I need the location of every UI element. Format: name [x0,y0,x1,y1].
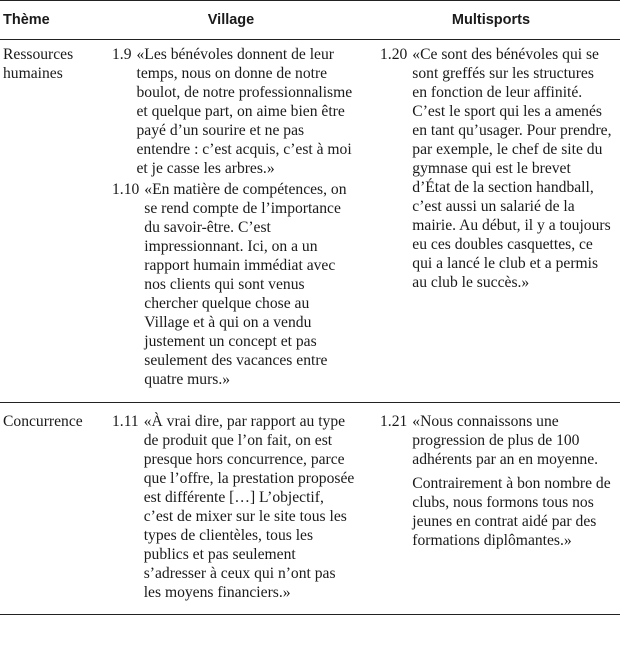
quote-text: «En matière de compétences, on se rend compte de l’importance du savoir-être. C’est impressionnant. Ici, on a un rapport humain immédiat avec nos clients qui sont venus chercher quelque chose au Village et à qui on a vendu justement un concept et pas seulement des vacances entre quatre murs.» [144,181,347,388]
quote-block [112,180,356,389]
header-row [0,1,620,40]
quote-block [380,412,612,550]
header-village: Village [100,1,362,40]
quote-text: «Ce sont des bénévoles qui se sont greffés sur les structures en fonction de leur affinité. C’est le sport qui les a amenés en tant qu’usager. Pour prendre, par exemple, le chef de site du gymnase qui est le brevet d’État de la section handball, c’est aussi un salarié de la mairie. Au début, il y a toujours eu ces doubles casquettes, ce qui a lancé le club et a permis au club le succès.» [412,46,612,291]
quote-block [112,412,356,602]
quote-number: 1.10 [112,181,140,198]
table-row [0,403,620,615]
multisports-cell [362,40,620,403]
quote-block [380,45,612,292]
quote-text: «Les bénévoles donnent de leur temps, nous on donne de notre boulot, de notre professionnalisme et quelque part, on aime bien être payé d’un sourire et ne pas entendre : c’est acquis, c’est à moi et je casse les arbres.» [136,46,353,177]
quote-text: Contrairement à bon nombre de clubs, nous formons tous nos jeunes en contrat aidé par des formations diplômantes.» [412,475,611,549]
multisports-cell [362,403,620,615]
quote-number: 1.9 [112,46,132,63]
quote-text: «Nous connaissons une progression de plus de 100 adhérents par an en moyenne. [412,413,599,468]
village-cell [100,40,362,403]
quote-number: 1.20 [380,46,408,63]
table-row [0,40,620,403]
theme-cell: Ressources humaines [3,46,74,82]
village-cell [100,403,362,615]
quote-block [112,45,356,178]
quote-number: 1.21 [380,413,408,430]
theme-cell: Concurrence [0,403,100,615]
quote-text: «À vrai dire, par rapport au type de produit que l’on fait, on est presque hors concurrence, parce que l’offre, la prestation proposée est différente […] L’objectif, c’est de mixer sur le site tous les types de clientèles, tous les publics et pas seulement s’adresser à ceux qui n’ont pas les moyens financiers.» [143,413,355,601]
quote-number: 1.11 [112,413,139,430]
header-multisports: Multisports [362,1,620,40]
header-theme: Thème [0,1,100,40]
